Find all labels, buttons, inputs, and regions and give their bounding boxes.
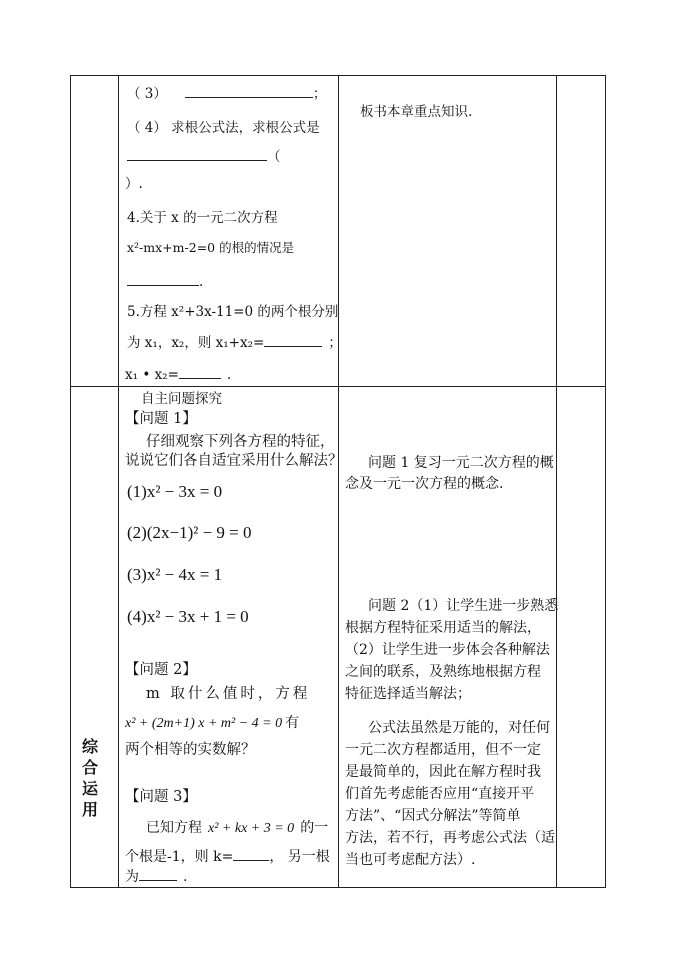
problem-2-text-1: m 取什么值时，方程 — [146, 686, 311, 702]
note-problem-2-line1: 问题 2（1）让学生进一步熟悉 — [368, 598, 559, 614]
table-border-right — [605, 75, 606, 888]
note-problem-2-line3: （2）让学生进一步体会各种解法 — [345, 642, 550, 658]
note-formula-line5: 方法”、“因式分解法”等简单 — [345, 808, 521, 824]
question-5-line1: 5.方程 x²+3x-11=0 的两个根分别 — [127, 304, 339, 320]
item-3-line: （ 3） ； — [127, 83, 326, 104]
question-5-line2: 为 x₁，x₂，则 x₁+x₂= ； — [127, 332, 342, 353]
question-4-line1: 4.关于 x 的一元二次方程 — [127, 210, 278, 226]
problem-3-line3: 为 . — [125, 866, 187, 887]
note-problem-1-line1: 问题 1 复习一元二次方程的概 — [368, 455, 554, 471]
item-4-close: ）. — [125, 176, 143, 192]
question-4-blank: . — [127, 271, 203, 292]
question-4-line2: x²-mx+m-2=0 的根的情况是 — [127, 240, 295, 255]
problem-3-line2: 个根是-1，则 k= ， 另一根 — [125, 846, 330, 867]
problem-3-title: 【问题 3】 — [125, 789, 197, 805]
problem-2-text-3: 两个相等的实数解？ — [125, 742, 256, 758]
note-formula-line7: 当也可考虑配方法）. — [345, 852, 476, 868]
equation-2: (2)(2x−1)² − 9 = 0 — [127, 523, 252, 542]
question-5-line3: x₁ • x₂= . — [125, 364, 231, 385]
blackboard-note: 板书本章重点知识. — [360, 104, 473, 120]
problem-1-text-1: 仔细观察下列各方程的特征， — [146, 434, 335, 450]
equation-3: (3)x² − 4x = 1 — [127, 565, 223, 584]
section-heading: 自主问题探究 — [141, 391, 222, 407]
note-formula-line3: 是最简单的，因此在解方程时我 — [345, 764, 541, 780]
problem-1-title: 【问题 1】 — [125, 411, 197, 427]
table-border-left — [70, 75, 71, 888]
note-problem-2-line2: 根据方程特征采用适当的解法， — [345, 620, 541, 636]
item-4-line: （ 4） 求根公式法，求根公式是 — [127, 120, 320, 136]
table-column-divider-3 — [556, 75, 557, 888]
note-problem-2-line5: 特征选择适当解法； — [345, 686, 471, 702]
note-problem-2-line4: 之间的联系，及熟练地根据方程 — [345, 664, 541, 680]
note-formula-line1: 公式法虽然是万能的，对任何 — [368, 720, 550, 736]
section-label-comprehensive-application: 综 合 运 用 — [82, 737, 99, 819]
problem-3-line1: 已知方程 x² + kx + 3 = 0 的一 — [146, 820, 329, 836]
note-formula-line2: 一元二次方程都适用，但不一定 — [345, 742, 541, 758]
item-4-formula-blank: （ — [127, 146, 281, 167]
problem-1-text-2: 说说它们各自适宜采用什么解法？ — [125, 453, 343, 469]
equation-4: (4)x² − 3x + 1 = 0 — [127, 607, 249, 626]
note-problem-1-line2: 念及一元一次方程的概念. — [345, 476, 504, 492]
problem-2-equation-line: x² + (2m+1) x + m² − 4 = 0 有 — [125, 715, 300, 731]
equation-1: (1)x² − 3x = 0 — [127, 482, 223, 501]
note-formula-line4: 们首先考虑能否应用“直接开平 — [345, 786, 535, 802]
table-column-divider-1 — [118, 75, 119, 888]
note-formula-line6: 方法，若不行，再考虑公式法（适 — [345, 830, 555, 846]
table-column-divider-2 — [338, 75, 339, 888]
problem-2-title: 【问题 2】 — [125, 662, 197, 678]
